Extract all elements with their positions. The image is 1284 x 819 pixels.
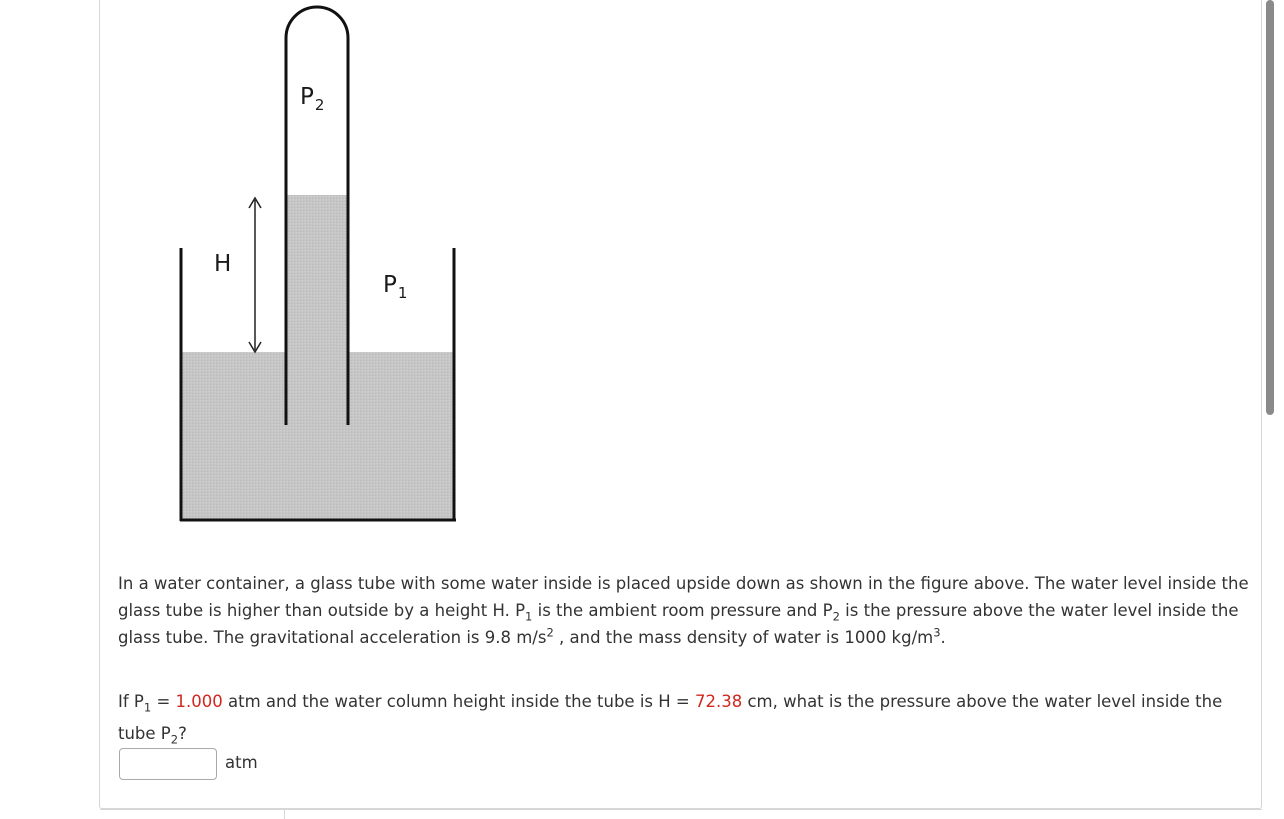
answer-unit: atm bbox=[225, 753, 258, 772]
height-label: H bbox=[214, 251, 232, 277]
scrollbar-thumb[interactable] bbox=[1266, 0, 1274, 415]
p1-label: $P_1$ bbox=[383, 272, 408, 302]
container-water bbox=[182, 352, 454, 520]
panel-footer-divider bbox=[100, 809, 1262, 810]
p1-value: 1.000 bbox=[175, 692, 223, 711]
h-value: 72.38 bbox=[694, 692, 743, 711]
answer-input[interactable] bbox=[119, 748, 217, 780]
problem-statement bbox=[118, 570, 1253, 651]
problem-question: If $P_1 = 1.000$ atm and the water column height inside the tube is H = 72.38 cm, what is the pressure above the water level inside the tube $P_2$? bbox=[118, 692, 1223, 747]
p2-label: $P_2$ bbox=[300, 84, 325, 114]
footer-tab-divider bbox=[284, 809, 285, 819]
manometer-figure bbox=[0, 0, 480, 540]
problem-description: In a water container, a glass tube with some water inside is placed upside down as shown in the figure above. The water level inside the glass tube is higher than outside by a height H. $P_1$ is the ambient room pressure and $P_2$ is the pressure above the water level inside the glass tube. The gravitational acceleration is 9.8 $m/s^2$ , and the mass density of water is 1000 $kg/m^3$. bbox=[118, 574, 1249, 647]
tube-water-column bbox=[287, 195, 348, 355]
